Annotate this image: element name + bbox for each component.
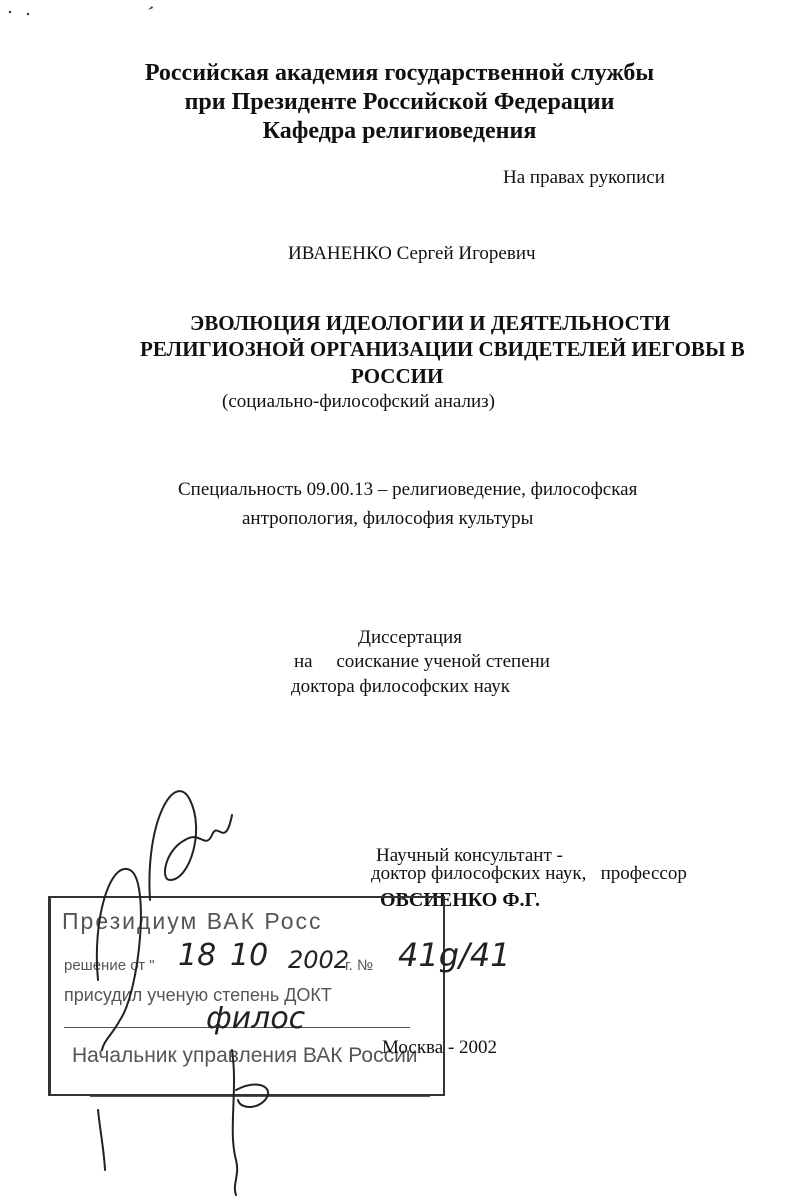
stamp-stroke [98,1110,105,1170]
manuscript-note: На правах рукописи [503,167,665,188]
author-signature [97,869,141,1050]
place-year: Москва - 2002 [382,1037,498,1058]
degree-line-3: доктора философских наук [291,676,511,697]
stamp-number: 41g/41 [398,936,511,974]
stamp-decision-label: решение от " [64,957,155,974]
author-signature-tail [185,815,232,841]
stamp-day: 18 [178,938,217,973]
author-name: ИВАНЕНКО Сергей Игоревич [288,243,536,264]
institution-affiliation: при Президенте Российской Федерации [184,89,615,115]
dissertation-title-line-3: РОССИИ [351,364,444,388]
author-signature-loop [149,791,196,900]
scan-speck-1 [9,11,11,13]
consultant-degree: доктор философских наук, профессор [371,863,687,884]
degree-line-1: Диссертация [358,627,462,648]
consultant-name: ОВСИЕНКО Ф.Г. [380,889,540,911]
dissertation-title-line-2: РЕЛИГИОЗНОЙ ОРГАНИЗАЦИИ СВИДЕТЕЛЕЙ ИЕГОВЫ В [140,337,745,361]
dissertation-subtitle: (социально-философский анализ) [222,391,495,412]
scan-speck-2 [27,13,29,15]
specialty-line-1: Специальность 09.00.13 – религиоведение, философская [178,479,638,500]
specialty-line-2: антропология, философия культуры [242,508,534,529]
chief-signature [232,1050,237,1195]
institution-name: Российская академия государственной службы [144,60,655,86]
stamp-month: 10 [230,938,269,973]
stamp-field: филос [206,1001,306,1036]
department-name: Кафедра религиоведения [262,118,537,144]
dissertation-title-line-1: ЭВОЛЮЦИЯ ИДЕОЛОГИИ И ДЕЯТЕЛЬНОСТИ [190,311,671,335]
scan-speck-3 [148,6,153,10]
degree-line-2: на соискание ученой степени [294,651,550,672]
stamp-chief: Начальник управления ВАК России [72,1044,418,1067]
stamp-number-label: г. № [345,957,374,974]
stamp-year: 2002 [288,946,350,974]
chief-signature-loop [236,1085,268,1107]
stamp-awarded: присудил ученую степень ДОКТ [64,985,332,1005]
consultant-label: Научный консультант - [376,845,563,866]
stamp-header: Президиум ВАК Росс [62,908,323,934]
